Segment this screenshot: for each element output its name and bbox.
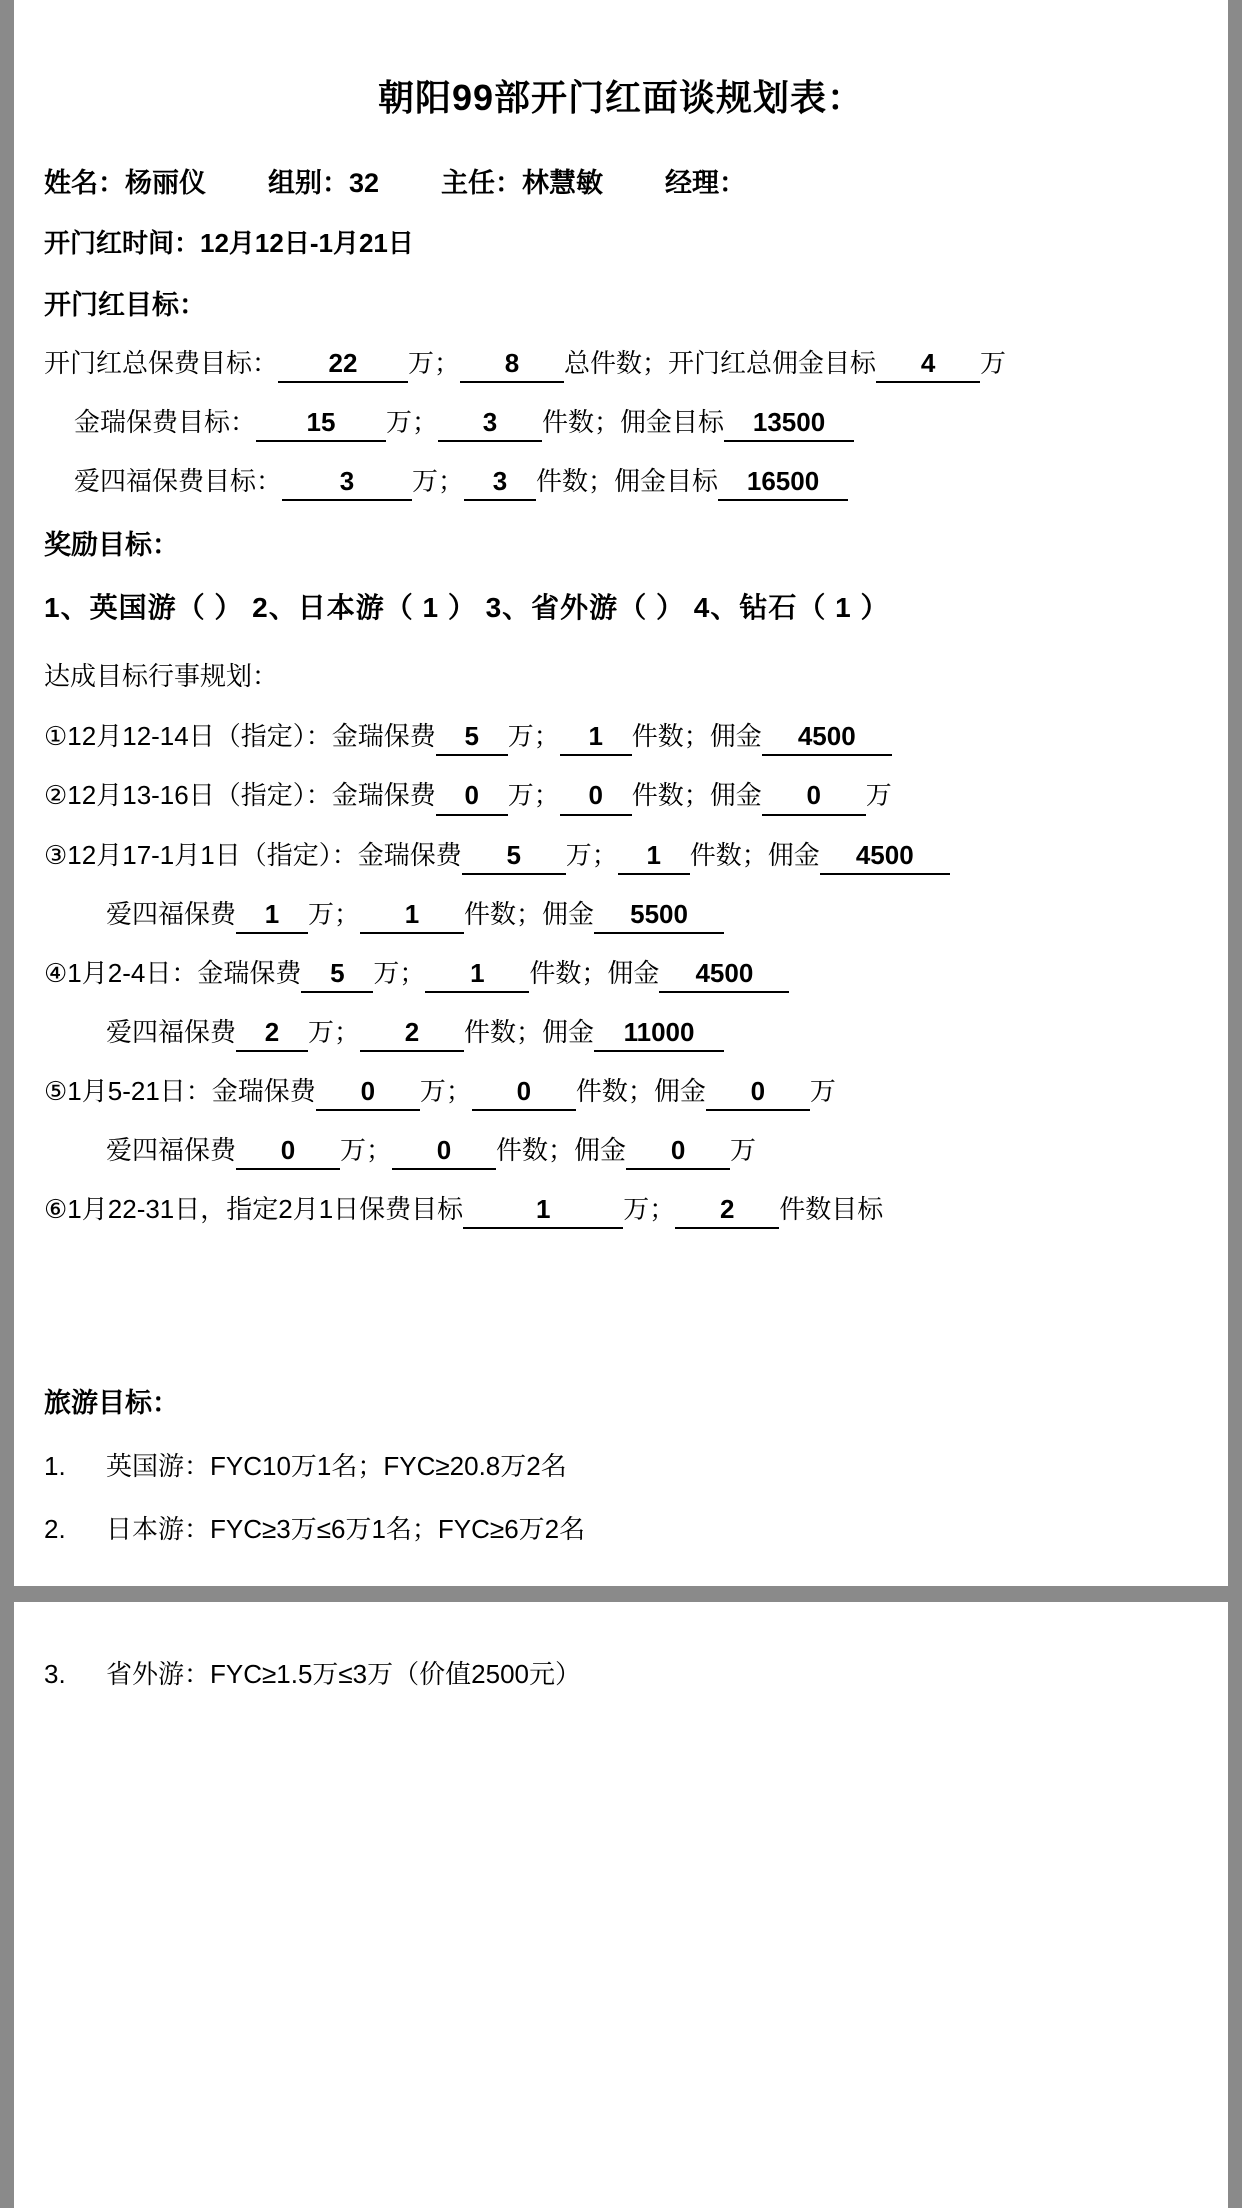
plan-last-count: 2 (675, 1192, 779, 1229)
plan-mid: 件数；佣金 (529, 957, 660, 988)
plan-count: 0 (560, 778, 632, 815)
plan-premium: 5 (436, 719, 508, 756)
document-sheet (14, 0, 1228, 1691)
plan-marker: 爱四福保费 (106, 1016, 237, 1047)
page-title: 朝阳99部开门红面谈规划表： (377, 77, 865, 118)
aisifu-goal-mid: 件数；佣金目标 (536, 466, 719, 497)
aisifu-goal-prefix: 爱四福保费目标： (74, 466, 283, 497)
tour-number: 2. (44, 1514, 66, 1545)
plan-row-1 (14, 719, 1228, 756)
total-goal-mid: 总件数；开门红总佣金目标 (564, 348, 877, 379)
plan-count: 0 (472, 1074, 576, 1111)
next-page-section (14, 1602, 1228, 1691)
group-value: 32 (349, 168, 380, 198)
jinrui-goal-row (14, 405, 1228, 442)
tour-text: 英国游：FYC10万1名；FYC≥20.8万2名 (106, 1451, 567, 1482)
plan-marker: ③12月17-1月1日（指定）：金瑞保费 (44, 839, 462, 870)
plan-unit2: 万 (809, 1075, 836, 1106)
page-right-edge (1228, 0, 1242, 2208)
plan-row-5 (14, 956, 1228, 993)
total-goal-row (14, 346, 1228, 383)
aisifu-premium-value: 3 (282, 464, 412, 501)
director-value: 林慧敏 (522, 168, 604, 198)
jinrui-goal-prefix: 金瑞保费目标： (74, 407, 257, 438)
person-info-row (14, 161, 1228, 200)
group-label: 组别： (268, 168, 349, 198)
aisifu-goal-row (14, 464, 1228, 501)
aisifu-count-value: 3 (464, 464, 536, 501)
awards-line: 1、英国游（ ） 2、日本游（ 1 ） 3、省外游（ ） 4、钻石（ 1 ） (44, 592, 890, 624)
total-premium-value: 22 (278, 346, 408, 383)
plan-unit1: 万； (565, 839, 618, 870)
jinrui-commission-value: 13500 (724, 405, 854, 442)
plan-premium: 0 (316, 1074, 420, 1111)
plan-marker: ④1月2-4日：金瑞保费 (44, 957, 302, 988)
plan-count: 0 (392, 1133, 496, 1170)
plan-row-8 (14, 1133, 1228, 1170)
plan-marker: 爱四福保费 (106, 898, 237, 929)
plan-count: 2 (360, 1015, 464, 1052)
plan-premium: 1 (236, 897, 308, 934)
plan-section-label: 达成目标行事规划： (44, 661, 279, 692)
plan-mid: 件数；佣金 (689, 839, 820, 870)
plan-premium: 5 (462, 838, 566, 875)
plan-marker: 爱四福保费 (106, 1135, 237, 1166)
period-label: 开门红时间： (44, 228, 201, 258)
plan-premium: 2 (236, 1015, 308, 1052)
plan-premium: 5 (301, 956, 373, 993)
plan-unit1: 万； (308, 1016, 361, 1047)
total-commission-value: 4 (876, 346, 980, 383)
plan-unit1: 万； (308, 898, 361, 929)
plan-commission: 5500 (594, 897, 724, 934)
plan-unit1: 万； (419, 1075, 472, 1106)
name-value: 杨丽仪 (125, 168, 206, 198)
plan-commission: 4500 (762, 719, 892, 756)
aisifu-commission-value: 16500 (718, 464, 848, 501)
plan-marker: ①12月12-14日（指定）：金瑞保费 (44, 721, 436, 752)
total-goal-prefix: 开门红总保费目标： (44, 348, 279, 379)
plan-commission: 11000 (594, 1015, 724, 1052)
plan-unit1: 万； (373, 957, 426, 988)
plan-marker: ②12月13-16日（指定）：金瑞保费 (44, 780, 436, 811)
plan-last-premium: 1 (463, 1192, 623, 1229)
manager-label: 经理： (665, 168, 747, 198)
total-goal-unit2: 万 (980, 348, 1007, 379)
period-value: 12月12日-1月21日 (200, 228, 414, 258)
plan-row-4 (14, 897, 1228, 934)
plan-count: 1 (360, 897, 464, 934)
plan-marker: ⑤1月5-21日：金瑞保费 (44, 1075, 316, 1106)
plan-commission: 4500 (820, 838, 950, 875)
plan-commission: 0 (626, 1133, 730, 1170)
tour-text: 省外游：FYC≥1.5万≤3万（价值2500元） (106, 1659, 581, 1690)
plan-count: 1 (425, 956, 529, 993)
tour-number: 1. (44, 1451, 66, 1482)
plan-unit1: 万； (507, 721, 560, 752)
plan-row-9 (14, 1192, 1228, 1229)
plan-last-mid1: 万； (623, 1194, 676, 1225)
section-spacer (14, 1251, 1228, 1381)
aisifu-goal-unit1: 万； (412, 466, 465, 497)
tour-item-2 (14, 1509, 1228, 1546)
plan-mid: 件数；佣金 (496, 1135, 627, 1166)
plan-commission: 4500 (659, 956, 789, 993)
jinrui-premium-value: 15 (256, 405, 386, 442)
plan-row-3 (14, 838, 1228, 875)
plan-mid: 件数；佣金 (575, 1075, 706, 1106)
plan-unit1: 万； (340, 1135, 393, 1166)
plan-mid: 件数；佣金 (631, 721, 762, 752)
jinrui-count-value: 3 (438, 405, 542, 442)
jinrui-goal-mid: 件数；佣金目标 (542, 407, 725, 438)
plan-premium: 0 (236, 1133, 340, 1170)
plan-row-7 (14, 1074, 1228, 1111)
plan-commission: 0 (706, 1074, 810, 1111)
award-section-title: 奖励目标： (44, 530, 179, 561)
jinrui-goal-unit1: 万； (386, 407, 439, 438)
plan-unit2: 万 (865, 780, 892, 811)
plan-last-mid2: 件数目标 (779, 1194, 884, 1225)
plan-unit1: 万； (507, 780, 560, 811)
plan-premium: 0 (436, 778, 508, 815)
plan-count: 1 (560, 719, 632, 756)
goal-section-title: 开门红目标： (44, 290, 206, 321)
total-count-value: 8 (460, 346, 564, 383)
plan-row-2 (14, 778, 1228, 815)
total-goal-unit1: 万； (408, 348, 461, 379)
period-row (14, 226, 1228, 261)
plan-last-prefix: ⑥1月22-31日，指定2月1日保费目标 (44, 1194, 464, 1225)
plan-mid: 件数；佣金 (464, 898, 595, 929)
plan-commission: 0 (762, 778, 866, 815)
plan-mid: 件数；佣金 (464, 1016, 595, 1047)
page-divider-bar (14, 1586, 1228, 1602)
plan-mid: 件数；佣金 (631, 780, 762, 811)
name-label: 姓名： (44, 168, 125, 198)
plan-count: 1 (618, 838, 690, 875)
tour-section-title: 旅游目标： (44, 1388, 179, 1419)
page-left-edge (0, 0, 14, 2208)
tour-number: 3. (44, 1659, 66, 1690)
plan-row-6 (14, 1015, 1228, 1052)
plan-unit2: 万 (730, 1135, 757, 1166)
tour-item-1 (14, 1446, 1228, 1483)
tour-item-3 (14, 1654, 1228, 1691)
tour-text: 日本游：FYC≥3万≤6万1名；FYC≥6万2名 (106, 1514, 586, 1545)
director-label: 主任： (441, 168, 523, 198)
